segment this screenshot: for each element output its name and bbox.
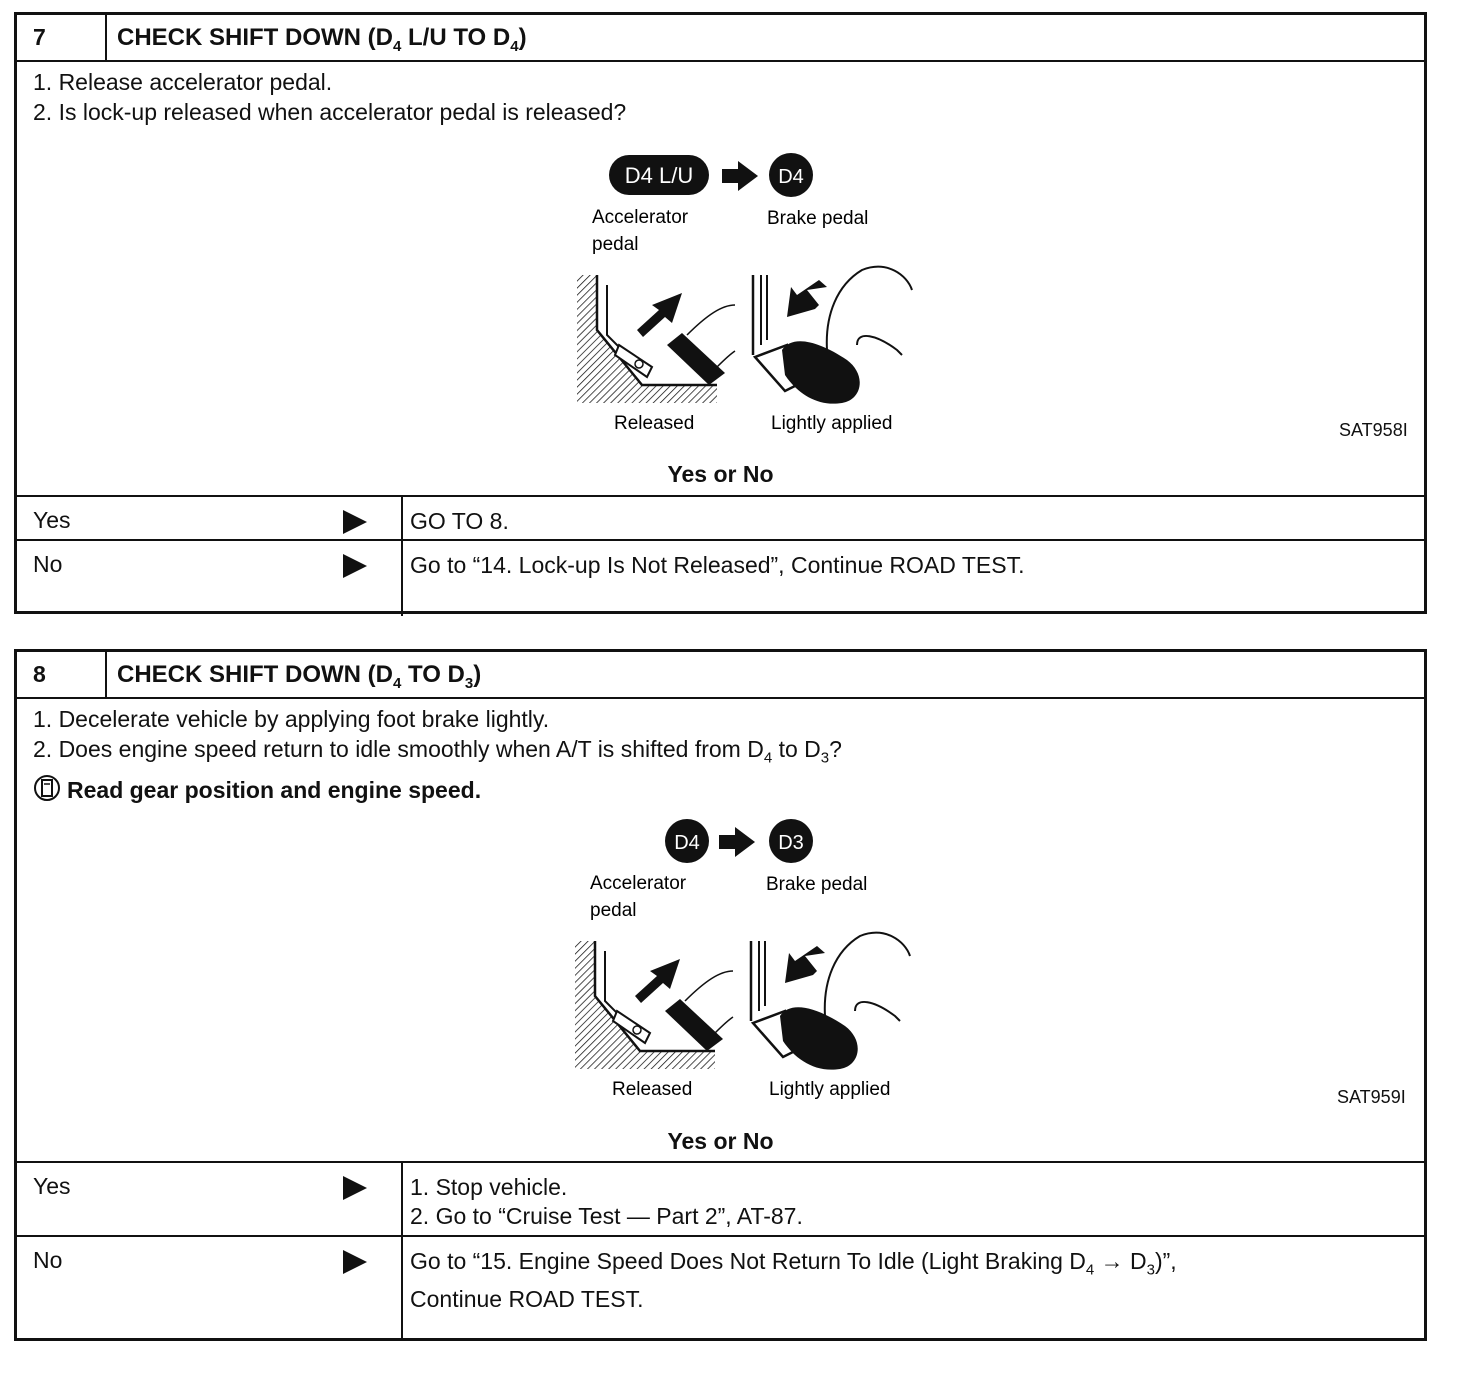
shift-to-label: D3 <box>778 832 804 854</box>
shift-to-label: D4 <box>778 166 804 188</box>
yes-action: GO TO 8. <box>410 508 509 534</box>
released-label: Released <box>614 413 695 434</box>
brake-label: Brake pedal <box>767 208 869 229</box>
yes-row <box>17 1161 1424 1237</box>
accelerator-label-2: pedal <box>590 900 637 921</box>
step-8-panel <box>14 649 1427 1341</box>
no-action-2: Continue ROAD TEST. <box>410 1285 644 1312</box>
yes-label: Yes <box>33 1173 71 1199</box>
yes-or-no-heading: Yes or No <box>667 1128 774 1154</box>
arrow-right-icon <box>722 161 758 191</box>
shift-from-label: D4 L/U <box>624 163 694 188</box>
shift-to-badge <box>769 819 813 863</box>
arrow-right-icon <box>719 827 755 857</box>
arrow-right-icon <box>343 1250 367 1274</box>
accelerator-pedal-illustration <box>575 941 733 1069</box>
no-row <box>17 539 1424 616</box>
yes-row <box>17 495 1424 541</box>
column-divider <box>401 1237 403 1341</box>
figure-code: SAT959I <box>1337 1087 1406 1107</box>
accelerator-label-2: pedal <box>592 234 639 255</box>
no-action: Go to “14. Lock-up Is Not Released”, Continue ROAD TEST. <box>410 552 1025 578</box>
arrow-right-icon <box>343 1176 367 1200</box>
yes-action <box>410 1173 1414 1231</box>
yes-action-2: 2. Go to “Cruise Test — Part 2”, AT-87. <box>410 1203 803 1229</box>
yes-or-no-heading: Yes or No <box>667 461 774 487</box>
figure-code: SAT958I <box>1339 420 1408 440</box>
instruction-2: 2. Does engine speed return to idle smoothly when A/T is shifted from $D_4$ to $D_3$? <box>33 736 842 767</box>
instructions <box>33 704 842 805</box>
applied-label: Lightly applied <box>769 1079 891 1100</box>
step-number: 8 <box>17 652 107 697</box>
accelerator-pedal-illustration <box>577 275 735 403</box>
accelerator-label-1: Accelerator <box>590 873 687 894</box>
step-header <box>17 15 1424 62</box>
arrow-right-icon <box>343 554 367 578</box>
column-divider <box>401 1163 403 1237</box>
column-divider <box>401 497 403 541</box>
consult-monitor-icon <box>33 774 61 802</box>
arrow-right-icon <box>343 510 367 534</box>
brake-pedal-illustration <box>753 267 912 404</box>
shift-from-badge <box>665 819 709 863</box>
pedal-figure <box>557 145 937 445</box>
shift-to-badge <box>769 153 813 197</box>
no-action <box>410 1247 1414 1314</box>
instruction-1: 1. Decelerate vehicle by applying foot brake lightly. <box>33 706 550 732</box>
step-header <box>17 652 1424 699</box>
no-label: No <box>33 1247 63 1273</box>
no-row <box>17 1235 1424 1341</box>
brake-pedal-illustration <box>751 933 910 1070</box>
applied-label: Lightly applied <box>771 413 893 434</box>
step-number: 7 <box>17 15 107 60</box>
step-title: CHECK SHIFT DOWN ($D_4$ L/U TO $D_4$) <box>117 24 527 55</box>
yes-label: Yes <box>33 507 71 533</box>
accelerator-label-1: Accelerator <box>592 207 689 228</box>
pedal-figure <box>557 809 937 1109</box>
instruction-2: 2. Is lock-up released when accelerator pedal is released? <box>33 99 627 125</box>
column-divider <box>401 541 403 616</box>
monitor-note: Read gear position and engine speed. <box>33 774 842 805</box>
instruction-1: 1. Release accelerator pedal. <box>33 69 333 95</box>
no-action-1: Go to “15. Engine Speed Does Not Return To Idle (Light Braking $D_4 \to D_3$)”, <box>410 1248 1177 1279</box>
shift-from-label: D4 <box>674 832 700 854</box>
yes-action-1: 1. Stop vehicle. <box>410 1174 568 1200</box>
step-title: CHECK SHIFT DOWN ($D_4$ TO $D_3$) <box>117 661 482 692</box>
brake-label: Brake pedal <box>766 874 868 895</box>
shift-from-badge <box>609 155 709 195</box>
released-label: Released <box>612 1079 693 1100</box>
instructions <box>33 67 626 127</box>
no-label: No <box>33 551 63 577</box>
step-7-panel <box>14 12 1427 614</box>
